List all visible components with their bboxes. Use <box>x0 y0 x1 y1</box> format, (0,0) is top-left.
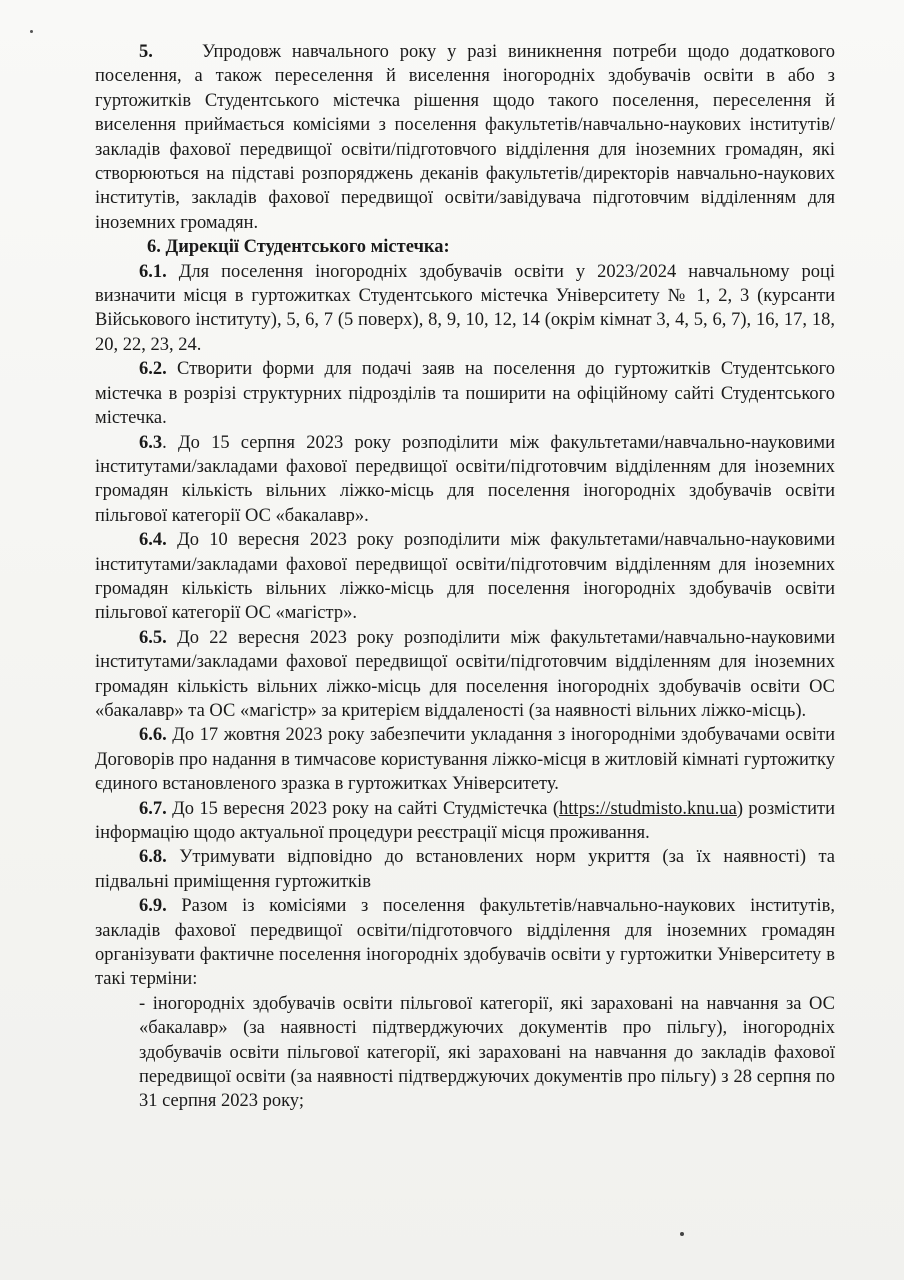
paragraph-number: 6.2. <box>139 359 167 380</box>
paragraph-text: Разом із комісіями з поселення факультетів/навчально-наукових інститутів, закладів фахової передвищої освіти/підготовчого відділення для іноземних громадян організувати фактичне поселення іногородніх здобувачів освіти у гуртожитки Університету в такі терміни: <box>95 896 836 990</box>
paragraph-number: 5. <box>139 42 153 62</box>
paragraph-text: До 22 вересня 2023 року розподілити між факультетами/навчально-науковими інститутами/закладами фахової передвищої освіти/підготовчим відділенням для іноземних громадян кількість вільних ліжко-місць для поселення іногородніх здобувачів освіти ОС «бакалавр» та ОС «магістр» за критерієм віддаленості (за наявності вільних ліжко-місць). <box>95 627 836 721</box>
paragraph-number: 6.8. <box>139 847 167 868</box>
paragraph-number: 6.9. <box>139 896 167 917</box>
document-body <box>95 40 835 1114</box>
scan-speck <box>30 30 33 33</box>
paragraph-text: . До 15 серпня 2023 року розподілити між факультетами/навчально-науковими інститутами/закладами фахової передвищої освіти/підготовчим відділенням для іноземних громадян кількість вільних ліжко-місць для поселення іногородніх здобувачів освіти пільгової категорії ОС «бакалавр». <box>95 432 835 526</box>
paragraph-number: 6.6. <box>139 725 167 746</box>
paragraph-6-5 <box>95 626 835 724</box>
list-item: - іногородніх здобувачів освіти пільгової категорії, які зараховані на навчання за ОС «бакалавр» (за наявності підтверджуючих документів про пільгу), іногородніх здобувачів освіти пільгової категорії, які зараховані на навчання до закладів фахової передвищої освіти (за наявності підтверджуючих документів про пільгу) з 28 серпня по 31 серпня 2023 року; <box>139 993 835 1112</box>
paragraph-text: Упродовж навчального року у разі виникнення потреби щодо додаткового поселення, а також переселення й виселення іногородніх здобувачів освіти в або з гуртожитків Студентського містечка рішення щодо такого поселення, переселення й виселення приймається комісіями з поселення факультетів/навчально-наукових інститутів/закладів фахової передвищої освіти/підготовчого відділення для іноземних громадян, які створюються на підставі розпоряджень деканів факультетів/директорів навчально-наукових інститутів, закладів фахової передвищої освіти/завідувача підготовчим відділенням для іноземних громадян. <box>95 42 835 233</box>
paragraph-6-4 <box>95 528 835 626</box>
paragraph-6-8 <box>95 845 835 894</box>
studmisto-link[interactable]: https://studmisto.knu.ua <box>559 798 737 819</box>
paragraph-text: Утримувати відповідно до встановлених норм укриття (за їх наявності) та підвальні приміщення гуртожитків <box>95 847 835 892</box>
paragraph-number: 6.1. <box>139 261 167 282</box>
paragraph-6-3 <box>95 431 835 529</box>
paragraph-text: Створити форми для подачі заяв на поселення до гуртожитків Студентського містечка в розрізі структурних підрозділів та поширити на офіційному сайті Студентського містечка. <box>95 359 836 429</box>
paragraph-6-7 <box>95 797 835 846</box>
paragraph-number: 6.7. <box>139 798 167 819</box>
paragraph-number: 6.3 <box>139 432 163 453</box>
paragraph-6-2 <box>95 357 835 430</box>
paragraph-6-6 <box>95 723 835 796</box>
paragraph-text: До 10 вересня 2023 року розподілити між факультетами/навчально-науковими інститутами/закладами фахової передвищої освіти/підготовчим відділенням для іноземних громадян кількість вільних ліжко-місць для поселення іногородніх здобувачів освіти пільгової категорії ОС «магістр». <box>95 530 836 624</box>
paragraph-number: 6.4. <box>139 530 167 551</box>
paragraph-6-1 <box>95 260 835 358</box>
paragraph-text: До 15 вересня 2023 року на сайті Студмістечка ( <box>172 798 560 819</box>
paragraph-text: До 17 жовтня 2023 року забезпечити укладання з іногородніми здобувачами освіти Договорів про надання в тимчасове користування ліжко-місця в житловій кімнаті гуртожитку єдиного встановленого зразка в гуртожитках Університету. <box>95 725 836 795</box>
section-heading-6: 6. Дирекції Студентського містечка: <box>147 237 450 258</box>
paragraph-text: Для поселення іногородніх здобувачів освіти у 2023/2024 навчальному році визначити місця в гуртожитках Студентського містечка Університету № 1, 2, 3 (курсанти Військового інституту), 5, 6, 7 (5 поверх), 8, 9, 10, 12, 14 (окрім кімнат 3, 4, 5, 6, 7), 16, 17, 18, 20, 22, 23, 24. <box>95 261 835 355</box>
paragraph-5 <box>95 40 835 235</box>
paragraph-6-9 <box>95 894 835 992</box>
scan-speck <box>680 1232 684 1236</box>
paragraph-text: ) розмістити інформацію щодо актуальної процедури реєстрації місця проживання. <box>95 798 835 843</box>
paragraph-number: 6.5. <box>139 627 167 648</box>
